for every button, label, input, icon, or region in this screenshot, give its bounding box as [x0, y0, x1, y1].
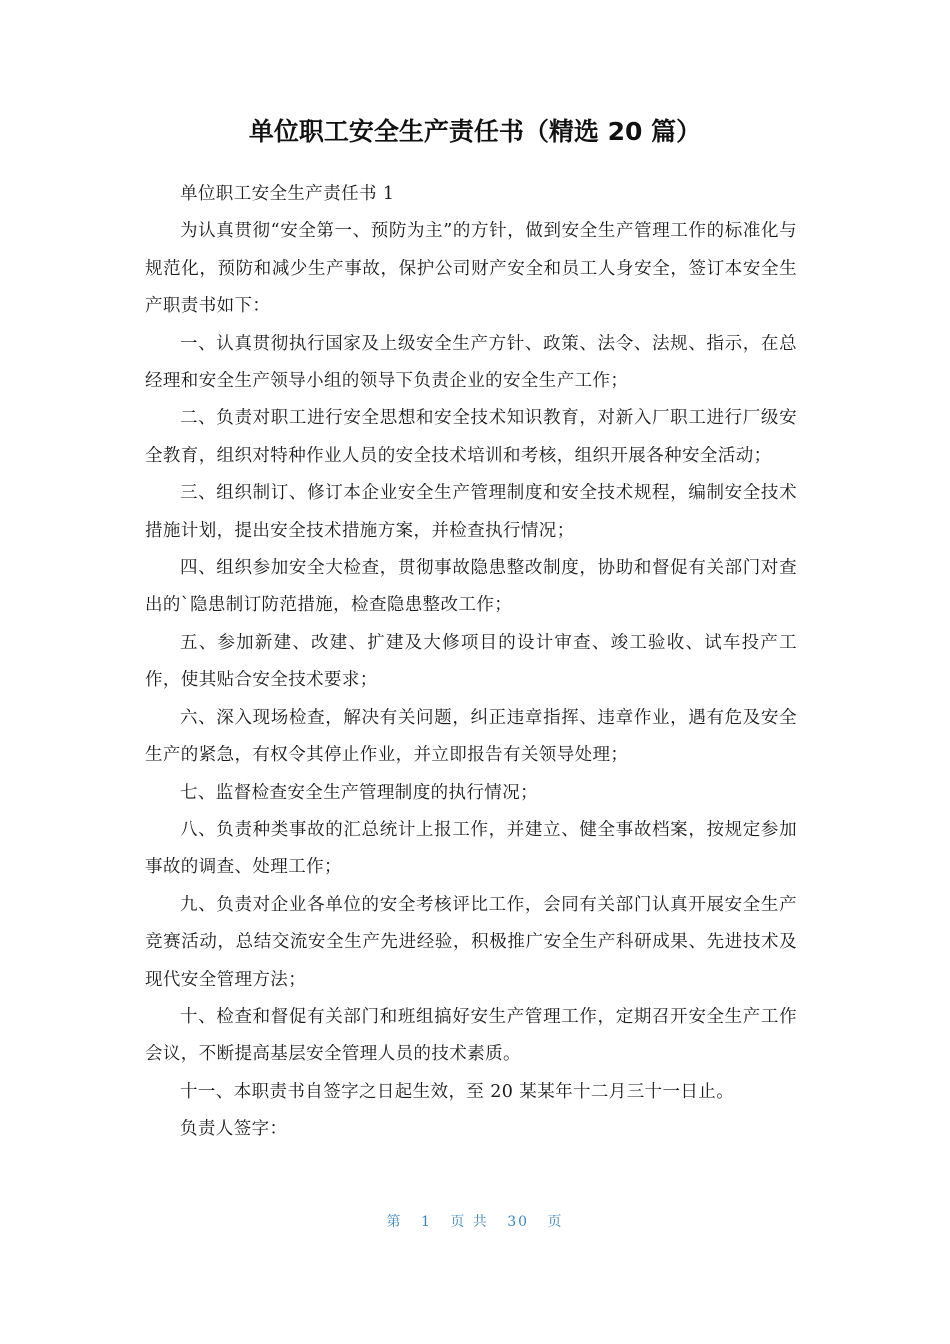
clause-2: 二、负责对职工进行安全思想和安全技术知识教育，对新入厂职工进行厂级安全教育，组织对特种作业人员的安全技术培训和考核，组织开展各种安全活动； — [145, 408, 797, 466]
clause-5: 五、参加新建、改建、扩建及大修项目的设计审查、竣工验收、试车投产工作，使其贴合安全技术要求； — [145, 632, 797, 691]
clause-7: 七、监督检查安全生产管理制度的执行情况； — [180, 782, 538, 803]
page-number-footer — [0, 1210, 950, 1234]
clause-4: 四、组织参加安全大检查，贯彻事故隐患整改制度，协助和督促有关部门对查出的`隐患制订防范措施，检查隐患整改工作； — [145, 558, 797, 616]
clause-1: 一、认真贯彻执行国家及上级安全生产方针、政策、法令、法规、指示，在总经理和安全生产领导小组的领导下负责企业的安全生产工作； — [145, 333, 797, 392]
signature-line: 负责人签字： — [180, 1119, 288, 1140]
clause-8: 八、负责种类事故的汇总统计上报工作，并建立、健全事故档案，按规定参加事故的调查、处理工作； — [145, 819, 797, 878]
page-label-prefix: 第 — [386, 1214, 403, 1230]
clause-6: 六、深入现场检查，解决有关问题，纠正违章指挥、违章作业，遇有危及安全生产的紧急，有权令其停止作业，并立即报告有关领导处理； — [145, 707, 797, 766]
page-label-suffix: 页 — [547, 1214, 564, 1230]
clause-10: 十、检查和督促有关部门和班组搞好安生产管理工作，定期召开安全生产工作会议，不断提高基层安全管理人员的技术素质。 — [145, 1006, 797, 1065]
clause-3: 三、组织制订、修订本企业安全生产管理制度和安全技术规程，编制安全技术措施计划，提出安全技术措施方案，并检查执行情况； — [145, 483, 797, 541]
intro-paragraph: 为认真贯彻“安全第一、预防为主”的方针，做到安全生产管理工作的标准化与规范化，预防和减少生产事故，保护公司财产安全和员工人身安全，签订本安全生产职责书如下： — [145, 221, 797, 317]
document-body — [145, 176, 797, 1149]
total-page-count: 30 — [507, 1214, 530, 1230]
clause-11: 十一、本职责书自签字之日起生效，至 20 某某年十二月三十一日止。 — [180, 1081, 735, 1102]
page-label-mid: 页 共 — [450, 1214, 489, 1230]
document-title: 单位职工安全生产责任书（精选 20 篇） — [248, 117, 702, 146]
section-heading: 单位职工安全生产责任书 1 — [180, 184, 395, 204]
current-page-number: 1 — [420, 1214, 432, 1230]
clause-9: 九、负责对企业各单位的安全考核评比工作，会同有关部门认真开展安全生产竞赛活动，总结交流安全生产先进经验，积极推广安全生产科研成果、先进技术及现代安全管理方法； — [145, 894, 797, 990]
